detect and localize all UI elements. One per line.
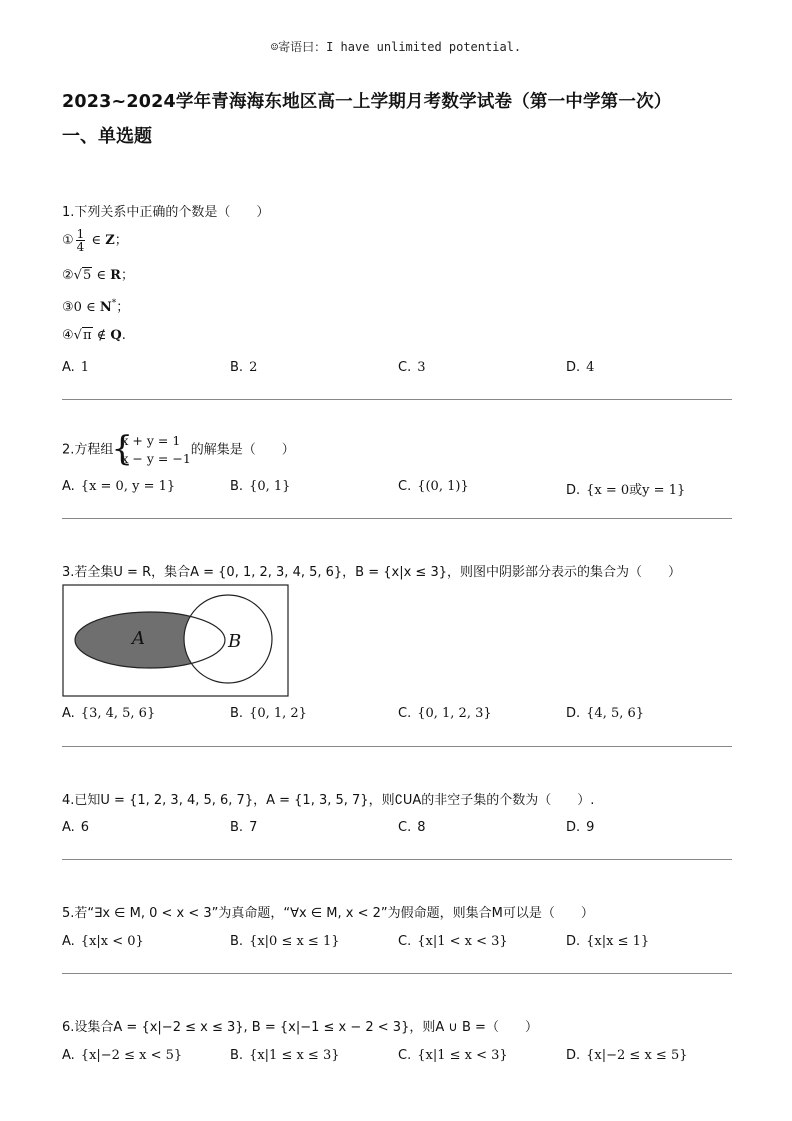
equation-1: x + y = 1 <box>121 433 181 448</box>
divider <box>62 518 732 519</box>
relation-symbol: ∈ <box>87 233 106 248</box>
option-label: C. <box>398 360 412 375</box>
question-6-options <box>62 1048 742 1066</box>
venn-label-b: B <box>228 631 242 652</box>
option-c[interactable] <box>398 1048 508 1063</box>
question-4-stem: 4.已知U = {1, 2, 3, 4, 5, 6, 7}，A = {1, 3, 5, 7}，则∁UA的非空子集的个数为（ ）. <box>62 793 595 808</box>
item-marker: ③ <box>62 300 74 315</box>
option-c[interactable] <box>398 820 426 835</box>
option-text: 1 <box>80 360 90 375</box>
option-b[interactable] <box>230 479 290 494</box>
set-symbol: R <box>110 268 121 283</box>
option-a[interactable] <box>62 820 89 835</box>
option-text: {x|0 ≤ x ≤ 1} <box>249 934 340 949</box>
option-text: {x = 0, y = 1} <box>80 479 176 494</box>
question-1-item-2 <box>62 264 134 283</box>
option-label: B. <box>230 360 244 375</box>
option-label: C. <box>398 934 412 949</box>
option-b[interactable] <box>230 1048 340 1063</box>
option-label: B. <box>230 706 244 721</box>
option-text: {0, 1} <box>249 479 291 494</box>
option-label: A. <box>62 706 75 721</box>
option-b[interactable] <box>230 934 340 949</box>
stem-prefix: 2.方程组 <box>62 442 114 458</box>
fraction-numerator: 1 <box>76 227 85 241</box>
option-label: C. <box>398 706 412 721</box>
header-motto: ☺寄语曰：I have unlimited potential. <box>270 40 522 54</box>
question-2-stem <box>62 429 295 469</box>
question-1-item-1 <box>62 228 128 253</box>
option-text: 6 <box>80 820 90 835</box>
square-root: √5 <box>73 268 92 283</box>
option-b[interactable] <box>230 706 307 721</box>
item-marker: ① <box>62 233 74 248</box>
question-4-options <box>62 820 742 838</box>
option-label: A. <box>62 1048 75 1063</box>
question-5-options <box>62 934 742 952</box>
option-text: {4, 5, 6} <box>586 706 645 721</box>
option-label: D. <box>566 706 581 721</box>
option-text: {x|1 < x < 3} <box>417 934 508 949</box>
option-a[interactable] <box>62 934 144 949</box>
option-text: {x|1 ≤ x < 3} <box>417 1048 508 1063</box>
option-c[interactable] <box>398 934 508 949</box>
radicand: π <box>82 328 92 343</box>
item-marker: ② <box>62 268 74 283</box>
option-text: 7 <box>249 820 258 835</box>
question-1-stem: 1.下列关系中正确的个数是（ ） <box>62 205 270 220</box>
option-a[interactable] <box>62 1048 182 1063</box>
square-root: √π <box>73 328 92 343</box>
option-text: {x|x < 0} <box>80 934 144 949</box>
brace-icon: { <box>111 429 134 469</box>
option-text: 2 <box>249 360 258 375</box>
question-6-stem: 6.设集合A = {x|−2 ≤ x ≤ 3}, B = {x|−1 ≤ x − 2 < 3}，则A ∪ B =（ ） <box>62 1020 538 1035</box>
option-text: 9 <box>586 820 595 835</box>
option-b[interactable] <box>230 820 257 835</box>
option-d[interactable] <box>566 706 644 721</box>
page-title: 2023~2024学年青海海东地区高一上学期月考数学试卷（第一中学第一次） <box>62 92 672 112</box>
question-1-item-4 <box>62 328 126 343</box>
option-label: D. <box>566 483 581 498</box>
option-d[interactable] <box>566 820 594 835</box>
option-d[interactable] <box>566 1048 688 1063</box>
divider <box>62 746 732 747</box>
option-a[interactable] <box>62 360 89 375</box>
section-heading: 一、单选题 <box>62 126 152 147</box>
venn-diagram <box>62 584 290 698</box>
question-1-item-3 <box>62 296 129 315</box>
option-label: A. <box>62 479 75 494</box>
option-text: {3, 4, 5, 6} <box>80 706 156 721</box>
set-symbol: Z <box>105 233 115 248</box>
option-label: A. <box>62 820 75 835</box>
option-label: B. <box>230 1048 244 1063</box>
option-text: {0, 1, 2} <box>249 706 307 721</box>
question-2-options <box>62 479 742 497</box>
relation-symbol: ∈ <box>92 268 111 283</box>
fraction-denominator: 4 <box>76 240 85 254</box>
equation-system <box>111 429 191 469</box>
option-text: {x = 0或y = 1} <box>586 483 686 498</box>
option-label: D. <box>566 360 581 375</box>
option-label: B. <box>230 820 244 835</box>
option-label: B. <box>230 934 244 949</box>
question-3-options <box>62 706 742 724</box>
radicand: 5 <box>82 268 92 283</box>
option-label: D. <box>566 934 581 949</box>
option-label: A. <box>62 934 75 949</box>
option-d[interactable] <box>566 934 649 949</box>
option-a[interactable] <box>62 706 155 721</box>
item-end: . <box>121 328 126 343</box>
stem-suffix: 的解集是（ ） <box>190 442 295 458</box>
venn-label-a: A <box>132 628 145 649</box>
divider <box>62 859 732 860</box>
question-3-stem: 3.若全集U = R，集合A = {0, 1, 2, 3, 4, 5, 6}，B = {x|x ≤ 3}，则图中阴影部分表示的集合为（ ） <box>62 565 681 580</box>
relation-symbol: ∉ <box>92 328 111 343</box>
option-b[interactable] <box>230 360 257 375</box>
question-5-stem: 5.若“∃x ∈ M, 0 < x < 3”为真命题，“∀x ∈ M, x < 2”为假命题，则集合M可以是（ ） <box>62 906 594 921</box>
item-lhs: 0 ∈ <box>73 300 100 315</box>
option-label: C. <box>398 820 412 835</box>
option-text: {0, 1, 2, 3} <box>417 706 492 721</box>
option-text: 3 <box>417 360 426 375</box>
equation-2: x − y = −1 <box>121 451 191 466</box>
superscript: * <box>111 298 117 309</box>
item-end: ； <box>114 233 128 248</box>
option-c[interactable] <box>398 479 469 494</box>
option-text: {x|1 ≤ x ≤ 3} <box>249 1048 340 1063</box>
question-1-options <box>62 360 742 378</box>
option-text: 8 <box>417 820 426 835</box>
option-a[interactable] <box>62 479 175 494</box>
option-text: {x|−2 ≤ x ≤ 5} <box>586 1048 688 1063</box>
option-label: D. <box>566 1048 581 1063</box>
option-label: D. <box>566 820 581 835</box>
option-c[interactable] <box>398 360 426 375</box>
option-label: A. <box>62 360 75 375</box>
item-end: ； <box>120 268 134 283</box>
option-text: {x|x ≤ 1} <box>586 934 650 949</box>
option-text: {(0, 1)} <box>417 479 469 494</box>
option-d[interactable] <box>566 360 594 375</box>
option-text: 4 <box>586 360 595 375</box>
item-end: ； <box>116 300 130 315</box>
fraction <box>76 228 86 253</box>
set-symbol: Q <box>110 328 122 343</box>
option-label: C. <box>398 479 412 494</box>
option-text: {x|−2 ≤ x < 5} <box>80 1048 183 1063</box>
option-d[interactable] <box>566 479 685 498</box>
set-symbol: N <box>99 300 112 315</box>
option-label: C. <box>398 1048 412 1063</box>
option-c[interactable] <box>398 706 492 721</box>
item-marker: ④ <box>62 328 74 343</box>
divider <box>62 399 732 400</box>
option-label: B. <box>230 479 244 494</box>
divider <box>62 973 732 974</box>
